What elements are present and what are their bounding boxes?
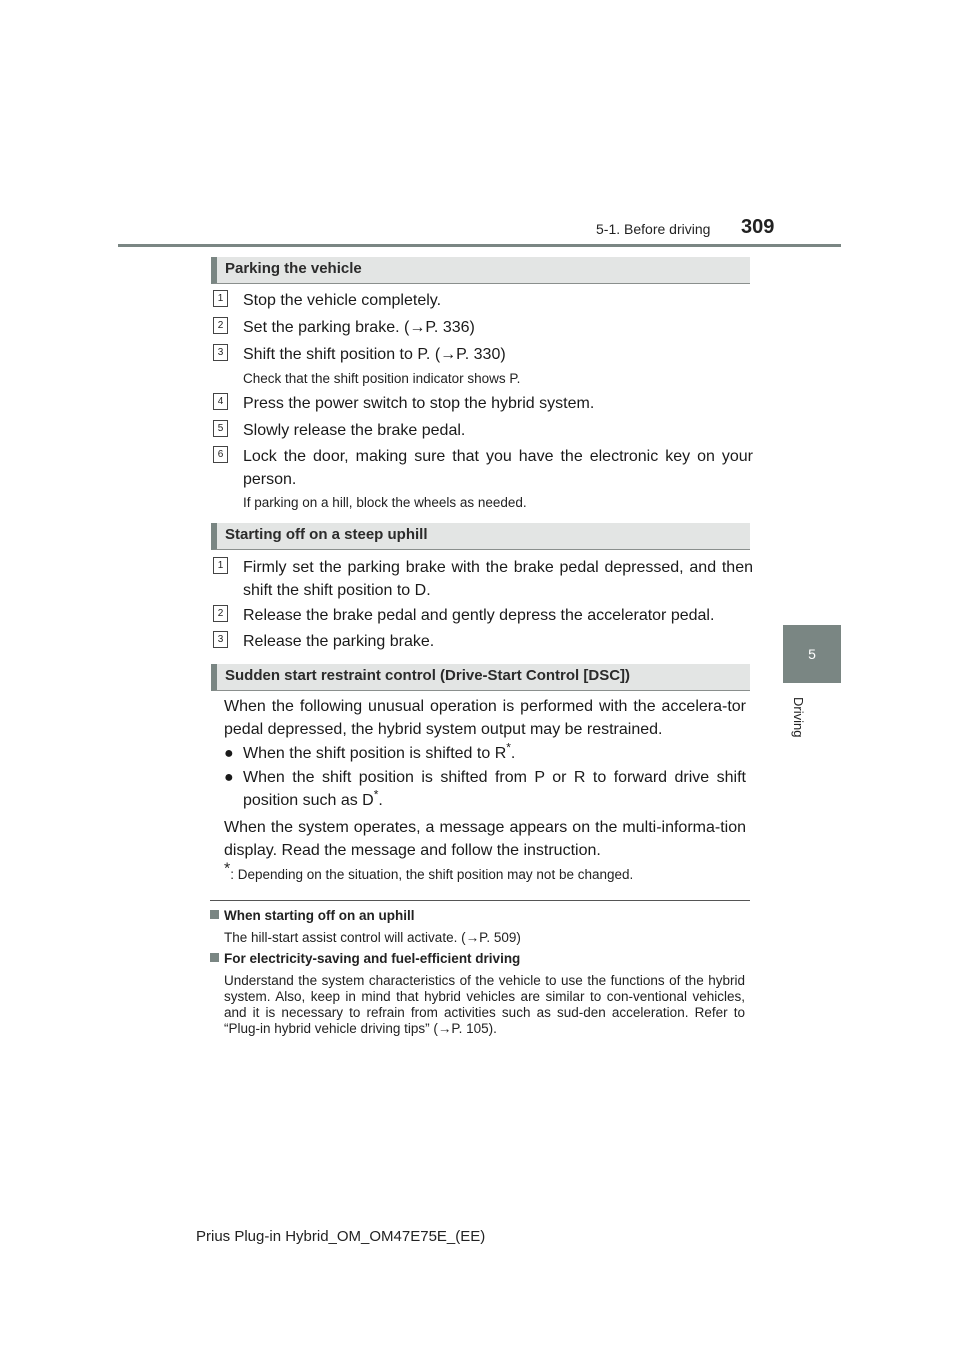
section-header-parking	[211, 257, 750, 284]
header-section-title: 5-1. Before driving	[596, 221, 711, 237]
asterisk-mark: *	[373, 787, 379, 802]
section-title: Sudden start restraint control (Drive-Start Control [DSC])	[225, 667, 631, 684]
document-footer: Prius Plug-in Hybrid_OM_OM47E75E_(EE)	[196, 1228, 486, 1245]
step-number: 6	[213, 446, 228, 463]
footnote-text: : Depending on the situation, the shift position may not be changed.	[230, 867, 634, 882]
parking-step-3	[213, 343, 753, 366]
parking-note-hill: If parking on a hill, block the wheels as needed.	[243, 495, 527, 510]
step-number: 2	[213, 317, 228, 334]
dsc-intro: When the following unusual operation is performed with the accelera-tor pedal depressed, the hybrid system output may be restrained.	[224, 698, 746, 738]
dsc-operates: When the system operates, a message appears on the multi-informa-tion display. Read the message and follow the instruction.	[224, 819, 746, 859]
step-number: 2	[213, 605, 228, 622]
note-body-uphill: The hill-start assist control will activate. (→P. 509)	[224, 930, 521, 945]
parking-step-5	[213, 419, 753, 442]
chapter-tab-label	[786, 693, 810, 763]
step-text: Set the parking brake. (→P. 336)	[243, 319, 475, 336]
dsc-bullet-2	[224, 766, 746, 812]
asterisk-mark: *	[506, 740, 511, 755]
note-heading-text: For electricity-saving and fuel-efficient driving	[224, 951, 521, 966]
bullet-period: .	[378, 792, 383, 809]
step-number: 3	[213, 631, 228, 648]
parking-note-indicator: Check that the shift position indicator shows P.	[243, 371, 521, 386]
note-body-electricity: Understand the system characteristics of the vehicle to use the functions of the hybrid system. Also, keep in mind that hybrid vehicles are similar to con-ventional vehicles, and it is necessary to refrain from activities such as sud-den acceleration. Refer to “Plug-in hybrid vehicle driving tips” (→P. 105).	[224, 973, 745, 1036]
step-text: Release the brake pedal and gently depress the accelerator pedal.	[243, 607, 715, 624]
parking-step-2	[213, 316, 753, 339]
step-number: 4	[213, 393, 228, 410]
step-text: Slowly release the brake pedal.	[243, 422, 466, 439]
section-title: Parking the vehicle	[225, 260, 362, 277]
uphill-step-1	[213, 556, 753, 602]
bullet-period: .	[510, 745, 516, 762]
note-heading-electricity	[210, 951, 520, 966]
section-header-uphill	[211, 523, 750, 550]
page-number: 309	[741, 216, 775, 238]
parking-step-1	[213, 289, 753, 312]
step-text: Stop the vehicle completely.	[243, 292, 442, 309]
square-bullet-icon	[210, 953, 219, 962]
dsc-footnote	[224, 860, 754, 882]
step-text: Shift the shift position to P. (→P. 330)	[243, 346, 506, 363]
square-bullet-icon	[210, 910, 219, 919]
note-heading-text: When starting off on an uphill	[224, 908, 415, 923]
section-title: Starting off on a steep uphill	[225, 526, 428, 543]
header-divider	[118, 244, 841, 247]
notes-divider	[210, 900, 750, 901]
bullet-text: When the shift position is shifted from P or R to forward drive shift position such as D	[243, 769, 746, 809]
bullet-dot: ●	[224, 769, 234, 786]
chapter-tab[interactable]	[783, 625, 841, 683]
step-text: Release the parking brake.	[243, 633, 435, 650]
step-text: Firmly set the parking brake with the brake pedal depressed, and then shift the shift position to D.	[243, 559, 753, 599]
step-number: 5	[213, 420, 228, 437]
bullet-dot: ●	[224, 745, 234, 762]
step-text: Lock the door, making sure that you have the electronic key on your person.	[243, 448, 753, 488]
step-number: 3	[213, 344, 228, 361]
chapter-tab-label-text: Driving	[791, 697, 806, 738]
step-text: Press the power switch to stop the hybrid system.	[243, 395, 595, 412]
step-number: 1	[213, 290, 228, 307]
parking-step-6	[213, 445, 753, 491]
step-number: 1	[213, 557, 228, 574]
section-header-dsc	[211, 664, 750, 691]
chapter-tab-number: 5	[808, 646, 816, 662]
uphill-step-3	[213, 630, 753, 653]
dsc-bullet-1	[224, 742, 746, 765]
asterisk-mark: *	[224, 860, 231, 878]
uphill-step-2	[213, 604, 753, 627]
parking-step-4	[213, 392, 753, 415]
bullet-text: When the shift position is shifted to R	[243, 745, 507, 762]
note-heading-uphill	[210, 908, 414, 923]
